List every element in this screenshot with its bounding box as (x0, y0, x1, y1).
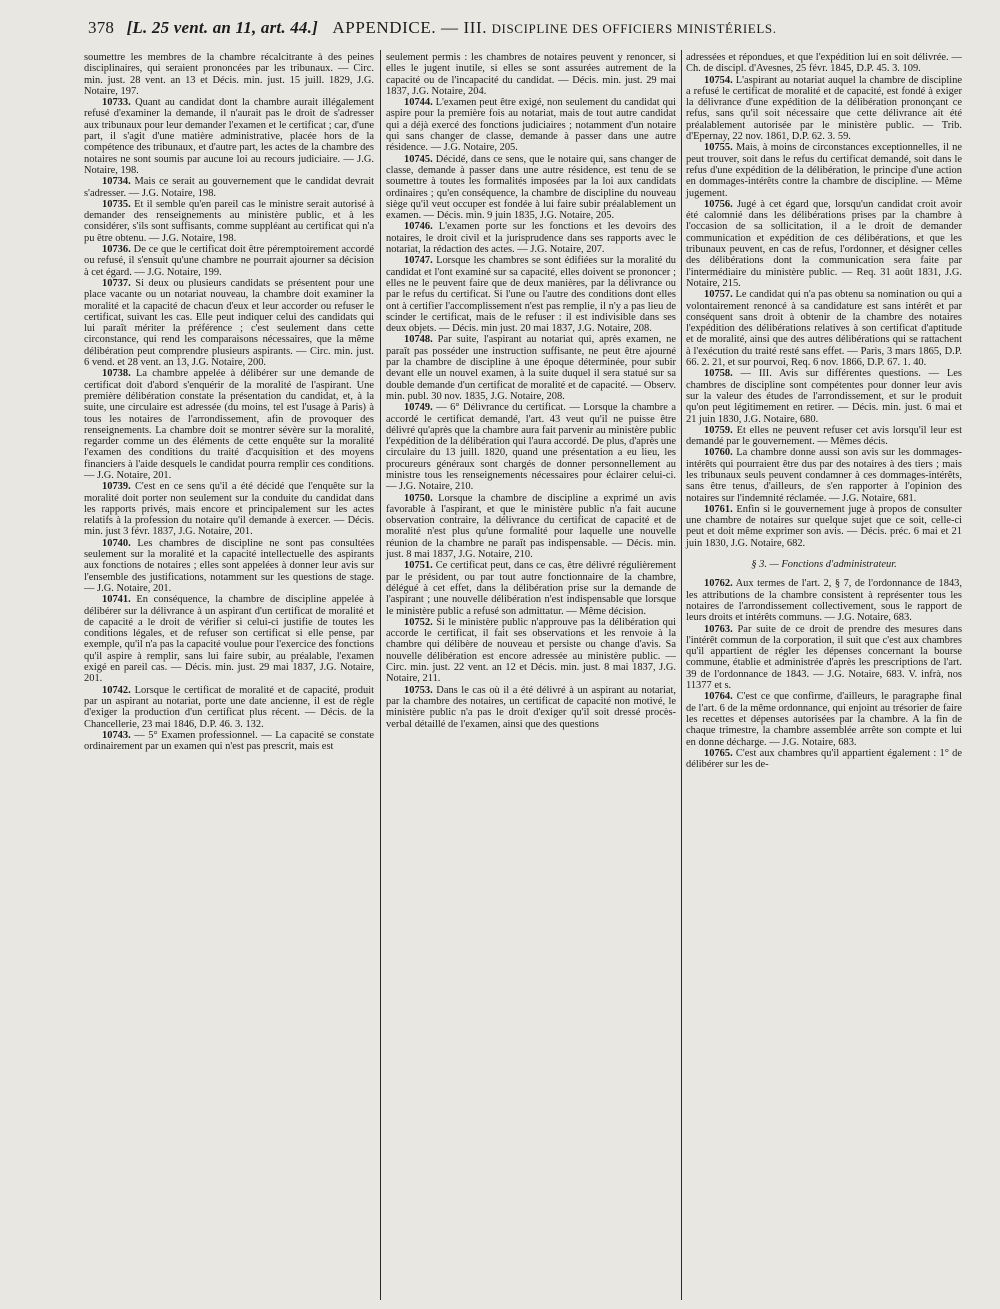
article-paragraph (84, 199, 374, 244)
article-number: 10750. (404, 492, 433, 504)
article-text: Lorsque le certificat de moralité et de capacité, produit par un aspirant au notariat, porte une date ancienne, il est de règle d'exiger la production d'un certificat plus récent. — Décis. de la Chancellerie, 23 mai 1846, D.P. 46. 3. 132. (84, 684, 374, 730)
article-paragraph (84, 481, 374, 537)
article-number: 10751. (404, 560, 433, 572)
article-paragraph (84, 730, 374, 753)
continued-paragraph (386, 52, 676, 97)
column-divider-2 (681, 50, 682, 1300)
page-number: 378 (88, 18, 115, 37)
article-paragraph (686, 289, 962, 368)
article-number: 10738. (102, 368, 131, 380)
article-paragraph (686, 199, 962, 289)
article-paragraph (386, 221, 676, 255)
article-paragraph (84, 685, 374, 730)
article-paragraph (84, 244, 374, 278)
article-number: 10741. (102, 594, 131, 606)
article-number: 10745. (404, 153, 433, 165)
article-text: adressées et répondues, et que l'expédition lui en soit délivrée. — Ch. de discipl. d'Avesnes, 25 févr. 1845, D.P. 45. 3. 109. (686, 52, 962, 75)
article-text: — 6° Délivrance du certificat. — Lorsque la chambre a accordé le certificat demandé, l'art. 43 veut qu'il ne puisse être délivré qu'après que la chambre aura fait parvenir au ministère public l'expédition de la délibération qui l'aura accordé. De plus, d'après une circulaire du 13 juill. 1820, quand une présentation a eu lieu, les procureurs généraux sont chargés de donner personnellement au ministre tous les renseignements nécessaires pour éclairer celui-ci. — J.G. Notaire, 210. (386, 402, 676, 493)
article-paragraph (386, 685, 676, 730)
article-number: 10749. (404, 402, 433, 414)
article-number: 10757. (704, 289, 733, 301)
text-column-2 (386, 52, 676, 730)
article-text: Par suite de ce droit de prendre des mesures dans l'intérêt commun de la corporation, il suit que c'est aux chambres qu'il appartient de régler les dépenses concernant la bourse commune, établie et administrée d'après les prescriptions de l'art. 39 de l'ordonnance de 1843. — J.G. Notaire, 683. V. infrà, nos 11377 et s. (686, 623, 963, 692)
article-text: Par suite, l'aspirant au notariat qui, après examen, ne paraît pas posséder une instruction suffisante, ne peut être ajourné par la chambre de discipline à une époque déterminée, pour subir devant elle un nouvel examen, à la suite duquel il sera statué sur sa double demande d'un certificat de moralité et de capacité. — Observ. min. publ. 30 nov. 1835, J.G. Notaire, 208. (386, 334, 677, 402)
article-paragraph (84, 538, 374, 594)
article-paragraph (84, 176, 374, 199)
article-paragraph (84, 278, 374, 368)
article-text: seulement permis : les chambres de notaires peuvent y renoncer, si elles le jugent inutile, si elles se sont assurées autrement de la capacité ou de l'incapacité du candidat. — Décis. min. just. 29 mai 1837, J.G. Notaire, 204. (386, 52, 676, 97)
article-text: De ce que le certificat doit être péremptoirement accordé ou refusé, il s'ensuit qu'une chambre ne pourrait ajourner sa décision à cet égard. — J.G. Notaire, 199. (84, 244, 374, 278)
article-text: Si le ministère public n'approuve pas la délibération qui accorde le certificat, il fait ses observations et les renvoie à la chambre qui délibère de nouveau et persiste ou change d'avis. Sa nouvelle délibération est encore adressée au ministère public. — Circ. min. just. 22 vent. an 12 et Décis. min. just. 8 mai 1837, J.G. Notaire, 211. (386, 616, 677, 685)
article-paragraph (386, 255, 676, 334)
text-column-1 (84, 52, 374, 752)
page-header (88, 18, 968, 48)
article-text: Si deux ou plusieurs candidats se présentent pour une place vacante ou un notariat nouveau, la chambre doit examiner la moralité et la capacité de chacun d'eux et leur accorder ou refuser le certificat, suivant les cas. Elle peut indiquer celui des candidats qui lui paraît mériter la préférence ; c'est seulement dans cette circonstance, qui rend les comparaisons nécessaires, que la même délibération peut comprendre plusieurs aspirants. — Circ. min. just. 6 vend. et 28 vent. an 13, J.G. Notaire, 200. (84, 277, 375, 369)
article-number: 10733. (102, 97, 131, 109)
article-paragraph (386, 97, 676, 153)
article-text: Les chambres de discipline ne sont pas consultées seulement sur la moralité et la capacité intellectuelle des aspirants aux fonctions de notaires ; elles sont appelées à donner leur avis sur l'ensemble des justifications, notamment sur les questions de stage. — J.G. Notaire, 201. (84, 537, 375, 594)
text-column-3 (686, 52, 962, 770)
article-paragraph (686, 425, 962, 448)
article-text: — 5° Examen professionnel. — La capacité se constate ordinairement par un examen qui n'est pas prescrit, mais est (84, 729, 375, 753)
article-text: Jugé à cet égard que, lorsqu'un candidat croit avoir été calomnié dans les délibérations prises par la chambre à l'occasion de sa sollicitation, il a le droit de demander communication et expédition de ces délibérations, et que les tribunaux peuvent, en cas de refus, l'ordonner, et désigner celles des délibérations dont la communication sera faite par l'intermédiaire du ministère public. — Req. 31 août 1831, J.G. Notaire, 215. (686, 198, 962, 289)
article-number: 10748. (404, 334, 433, 346)
article-text: Ce certificat peut, dans ce cas, être délivré régulièrement par le président, ou par tout autre fonctionnaire de la chambre, délégué à cet effet, dans la délibération prise sur la demande de l'aspirant ; une nouvelle délibération n'est indispensable que lorsque le ministère public a refusé son admittatur. — Même décision. (386, 560, 676, 617)
article-paragraph (686, 75, 962, 143)
article-text: L'examen peut être exigé, non seulement du candidat qui aspire pour la première fois au notariat, mais de tout autre candidat qui a déjà exercé des fonctions judiciaires ; notamment d'un notaire qui sans changer de classe, demande à passer dans une autre résidence. — J.G. Notaire, 205. (386, 97, 677, 154)
article-text: L'aspirant au notariat auquel la chambre de discipline a refusé le certificat de moralité et de capacité, est fondé à exiger la délivrance d'une expédition de la délibération prononçant ce refus, sans qu'il soit nécessaire que cette délivrance ait été préalablement autorisée par le ministère public. — Trib. d'Epernay, 22 nov. 1861, D.P. 62. 3. 59. (686, 74, 963, 143)
column-divider-1 (380, 50, 381, 1300)
section-heading: § 3. — Fonctions d'administrateur. (751, 559, 897, 571)
article-number: 10756. (704, 198, 733, 210)
article-text: Lorsque les chambres se sont édifiées sur la moralité du candidat et l'ont examiné sur sa capacité, elles doivent se prononcer ; elles ne le peuvent faire que de deux manières, par la délivrance ou par le refus du certificat. Si l'une ou l'autre des conditions dont elles ont à certifier l'accomplissement n'est pas remplie, il n'y a pas lieu de scinder le certificat, mais de le refuser : il est indivisible dans ses deux objets. — Décis. min just. 20 mai 1837, J.G. Notaire, 208. (386, 255, 677, 335)
article-paragraph (686, 504, 962, 549)
article-text: Mais ce serait au gouvernement que le candidat devrait s'adresser. — J.G. Notaire, 198. (84, 176, 375, 199)
article-paragraph (686, 142, 962, 198)
article-paragraph (686, 624, 962, 692)
article-text: La chambre donne aussi son avis sur les dommages-intérêts qui pourraient être dus par des notaires à des tiers ; mais les tribunaux seuls peuvent condamner à ces dommages-intérêts, sans être tenus, d'ailleurs, de s'en rapporter à l'opinion des notaires sur l'indemnité réclamée. — J.G. Notaire, 681. (686, 447, 962, 504)
article-text: La chambre appelée à délibérer sur une demande de certificat doit d'abord s'enquérir de la moralité de l'aspirant. Une première délibération constate la présentation du candidat, et, à la suite, une circulaire est adressée (du moins, tel est l'usage à Paris) à tous les notaires de l'arrondissement, afin de provoquer des renseignements. La chambre doit se montrer sévère sur la moralité, regarder comme un des éléments de cette enquête sur la moralité l'examen des conditions du traité d'acquisition et des moyens financiers à l'aide desquels le candidat pourra remplir ces conditions. — J.G. Notaire, 201. (84, 368, 374, 481)
article-number: 10735. (102, 198, 131, 210)
article-number: 10765. (704, 747, 733, 759)
article-text: Mais, à moins de circonstances exceptionnelles, il ne peut trouver, soit dans le refus du certificat demandé, soit dans le refus d'une expédition de la délibération, le principe d'une action en dommages-intérêts contre la chambre de discipline. — Même jugement. (686, 142, 963, 199)
article-text: C'est en ce sens qu'il a été décidé que l'enquête sur la moralité doit porter non seulement sur la conduite du candidat dans les rapports privés, mais encore et principalement sur les actes relatifs à la profession du notaire qu'il demande à exercer. — Décis. min. just 3 févr. 1837, J.G. Notaire, 201. (84, 481, 375, 538)
article-paragraph (84, 97, 374, 176)
article-number: 10760. (704, 447, 733, 459)
article-paragraph (686, 447, 962, 503)
article-text: Aux termes de l'art. 2, § 7, de l'ordonnance de 1843, les attributions de la chambre consistent à représenter tous les notaires de l'arrondissement collectivement, sous le rapport de leurs droits et intérêts communs. — J.G. Notaire, 683. (686, 578, 962, 624)
article-text: soumettre les membres de la chambre récalcitrante à des peines disciplinaires, qui seraient prononcées par les tribunaux. — Circ. min. just. 28 vent. an 13 et Décis. min. just. 15 juill. 1829, J.G. Notaire, 197. (84, 52, 374, 97)
article-text: Et elles ne peuvent refuser cet avis lorsqu'il leur est demandé par le gouvernement. — Mêmes décis. (686, 424, 963, 448)
article-number: 10763. (704, 623, 733, 635)
article-text: Dans le cas où il a été délivré à un aspirant au notariat, par la chambre des notaires, un certificat de capacité non motivé, le ministère public n'a pas le droit d'exiger qu'il soit dressé procès-verbal détaillé de l'examen, ainsi que des questions (386, 684, 676, 730)
article-text: C'est ce que confirme, d'ailleurs, le paragraphe final de l'art. 6 de la même ordonnance, qui enjoint au trésorier de faire les recettes et dépenses autorisées par la chambre. A la fin de chaque trimestre, la chambre assemblée arrête son compte et lui en donne décharge. — J.G. Notaire, 683. (686, 691, 962, 748)
article-paragraph (386, 560, 676, 616)
article-number: 10736. (102, 244, 131, 256)
article-paragraph (386, 334, 676, 402)
article-text: Enfin si le gouvernement juge à propos de consulter une chambre de notaires sur quelque sujet que ce soit, celle-ci peut et doit même exprimer son avis. — Décis. préc. 6 mai et 21 juin 1830, J.G. Notaire, 682. (686, 503, 963, 549)
article-text: Décidé, dans ce sens, que le notaire qui, sans changer de classe, demande à passer dans une autre résidence, est tenu de se soumettre à toutes les formalités imposées par la loi aux candidats ordinaires ; qu'en conséquence, la chambre de discipline du nouveau siège qu'il veut occuper est fondée à lui faire subir préalablement un examen. — Décis. min. 9 juin 1835, J.G. Notaire, 205. (386, 153, 677, 222)
article-text: En conséquence, la chambre de discipline appelée à délibérer sur la délivrance à un aspirant d'un certificat de moralité et de capacité a le droit de vérifier si celui-ci justifie de toutes les conditions légales, et de refuser son certificat si elle pense, par exemple, qu'il n'a pas la capacité voulue pour l'exercice des fonctions qu'il aspire à remplir, sans lui faire subir, au préalable, l'examen exigé en pareil cas. — Décis. min. just. 29 mai 1837, J.G. Notaire, 201. (84, 594, 374, 685)
article-paragraph (686, 691, 962, 747)
article-number: 10754. (704, 74, 733, 86)
article-text: C'est aux chambres qu'il appartient également : 1° de délibérer sur les de- (686, 747, 962, 771)
article-paragraph (686, 578, 962, 623)
article-text: Lorsque la chambre de discipline a exprimé un avis favorable à l'aspirant, et que le ministère public n'a fait aucune observation contraire, la délivrance du certificat de capacité et de moralité n'est plus qu'une formalité pour laquelle une nouvelle réunion de la chambre ne paraît pas indispensable. — Décis. min. just. 8 mai 1837, J.G. Notaire, 210. (386, 492, 677, 561)
article-text: Le candidat qui n'a pas obtenu sa nomination ou qui a volontairement renoncé à sa candidature est sans intérêt et par conséquent sans droit à obtenir de la chambre des notaires l'expédition des délibérations relatives à son certificat d'aptitude et de moralité, ainsi que des autres délibérations qui se rattachent à l'exécution du traité resté sans effet. — Paris, 3 mars 1865, D.P. 66. 2. 21, et sur pourvoi, Req. 6 nov. 1866, D.P. 67. 1. 40. (686, 289, 962, 369)
article-number: 10746. (404, 221, 433, 233)
article-number: 10752. (404, 616, 433, 628)
article-number: 10758. (704, 368, 733, 380)
article-paragraph (386, 154, 676, 222)
article-number: 10739. (102, 481, 131, 493)
article-text: Et il semble qu'en pareil cas le ministre serait autorisé à demander des renseignements au ministère public, et à les considérer, s'ils sont suffisants, comme suppléant au certificat qui n'a pu être obtenu. — J.G. Notaire, 198. (84, 198, 374, 244)
article-paragraph (84, 594, 374, 684)
article-number: 10762. (704, 578, 733, 590)
article-paragraph (686, 368, 962, 424)
article-paragraph (686, 748, 962, 771)
page-subtitle: DISCIPLINE DES OFFICIERS MINISTÉRIELS. (491, 21, 777, 36)
continued-paragraph (686, 52, 962, 75)
article-number: 10764. (704, 691, 733, 703)
article-number: 10759. (704, 424, 733, 436)
article-number: 10747. (404, 255, 433, 267)
article-number: 10753. (404, 684, 433, 696)
article-number: 10737. (102, 277, 131, 289)
article-text: — III. Avis sur différentes questions. — Les chambres de discipline sont compétentes pour donner leur avis sur la valeur des études de l'arrondissement, et sur le produit qu'on peut légitimement en retirer. — Décis. min. just. 6 mai et 21 juin 1830, J.G. Notaire, 680. (686, 368, 962, 425)
article-number: 10761. (704, 503, 733, 515)
law-reference: [L. 25 vent. an 11, art. 44.] (126, 18, 318, 37)
article-number: 10740. (102, 537, 131, 549)
article-number: 10744. (404, 97, 433, 109)
article-text: L'examen porte sur les fonctions et les devoirs des notaires, le droit civil et la jurisprudence dans ses rapports avec le notariat, la rédaction des actes. — J.G. Notaire, 207. (386, 221, 677, 256)
article-paragraph (84, 368, 374, 481)
article-number: 10743. (102, 729, 131, 741)
continued-paragraph (84, 52, 374, 97)
article-paragraph (386, 493, 676, 561)
article-text: Quant au candidat dont la chambre aurait illégalement refusé d'examiner la demande, il n'aurait pas le droit de s'adresser aux tribunaux pour leur demander l'examen et le certificat ; car, d'une part, il s'agit d'une matière administrative, placée hors de la compétence des tribunaux, et d'autre part, les actes de la chambre des notaires ne sont soumis par aucune loi au recours judiciaire. — J.G. Notaire, 198. (84, 97, 375, 176)
article-paragraph (386, 402, 676, 492)
article-paragraph (386, 617, 676, 685)
article-number: 10742. (102, 684, 131, 696)
article-number: 10734. (102, 176, 131, 188)
article-number: 10755. (704, 142, 733, 154)
page-title: APPENDICE. — III. (332, 18, 488, 37)
